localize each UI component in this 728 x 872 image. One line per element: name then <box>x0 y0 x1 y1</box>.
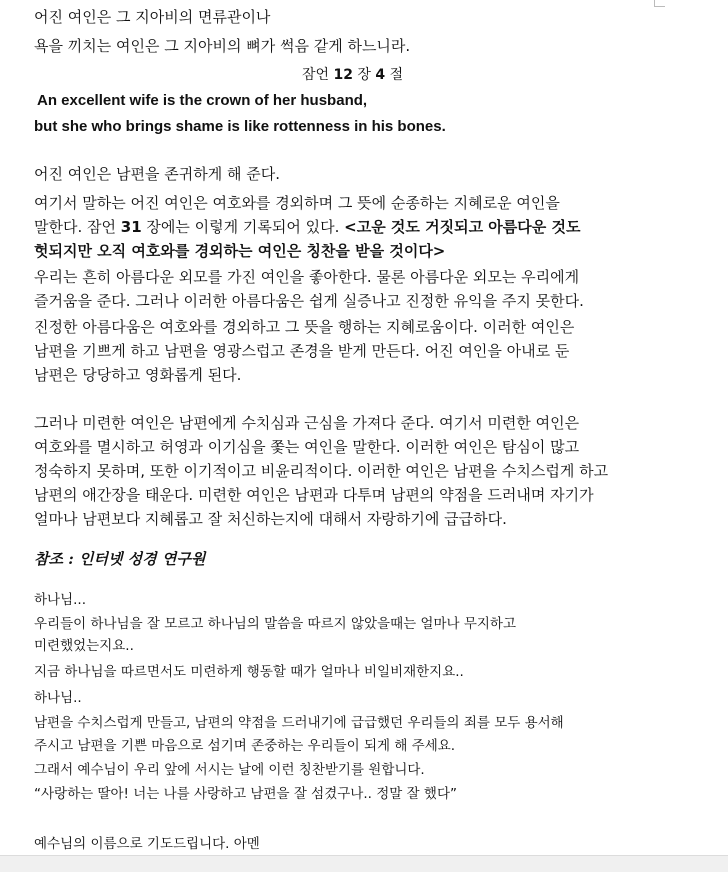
paragraph-3-line-2: 즐거움을 준다. 그러나 이러한 아름다움은 쉽게 실증나고 진정한 유익을 주지 못한다. <box>34 292 584 310</box>
paragraph-2-line-2 <box>34 216 580 237</box>
prayer-line-7: 주시고 남편을 기쁜 마음으로 섬기며 존중하는 우리들이 되게 해 주세요. <box>34 738 456 754</box>
prayer-line-8: 그래서 예수님이 우리 앞에 서시는 날에 이런 칭찬받기를 원합니다. <box>34 762 425 778</box>
verse-reference-mid: 장 <box>352 67 376 83</box>
prayer-line-4: 지금 하나님을 따르면서도 미련하게 행동할 때가 얼마나 비일비재한지요.. <box>34 664 464 680</box>
prayer-line-5: 하나님.. <box>34 690 82 706</box>
paragraph-5-line-4: 남편의 애간장을 태운다. 미련한 여인은 남편과 다투며 남편의 약점을 드러내며 자기가 <box>34 486 594 504</box>
prayer-line-10: 예수님의 이름으로 기도드립니다. 아멘 <box>34 836 260 852</box>
verse-english-line-2: but she who brings shame is like rottenness in his bones. <box>34 118 446 135</box>
bottom-scroll-bar[interactable] <box>0 855 728 872</box>
paragraph-4-line-2: 남편을 기쁘게 하고 남편을 영광스럽고 존경을 받게 만든다. 어진 여인을 아내로 둔 <box>34 342 570 360</box>
verse-line-2: 욕을 끼치는 여인은 그 지아비의 뼈가 썩음 같게 하느니라. <box>34 37 411 55</box>
paragraph-4-line-1: 진정한 아름다움은 여호와를 경외하고 그 뜻을 행하는 지혜로움이다. 이러한 여인은 <box>34 318 575 336</box>
verse-reference-verse: 4 <box>375 67 386 83</box>
paragraph-5-line-5: 얼마나 남편보다 지혜롭고 잘 처신하는지에 대해서 자랑하기에 급급하다. <box>34 510 507 528</box>
verse-reference <box>302 64 403 84</box>
paragraph-1: 어진 여인은 남편을 존귀하게 해 준다. <box>34 165 280 183</box>
verse-reference-suffix: 절 <box>385 67 404 83</box>
paragraph-2-line-2-number: 31 <box>120 218 142 236</box>
paragraph-2-line-2-quote: <고운 것도 거짓되고 아름다운 것도 <box>344 218 581 236</box>
paragraph-3-line-1: 우리는 흔히 아름다운 외모를 가진 여인을 좋아한다. 물론 아름다운 외모는 우리에게 <box>34 268 580 286</box>
paragraph-5-line-3: 정숙하지 못하며, 또한 이기적이고 비윤리적이다. 이러한 여인은 남편을 수치스럽게 하고 <box>34 462 609 480</box>
paragraph-2-line-2-a: 말한다. 잠언 <box>34 218 121 236</box>
prayer-line-3: 미련했었는지요.. <box>34 638 134 654</box>
page-corner-mark <box>654 0 665 7</box>
paragraph-2-line-2-b: 장에는 이렇게 기록되어 있다. <box>141 218 345 236</box>
prayer-line-2: 우리들이 하나님을 잘 모르고 하나님의 말씀을 따르지 않았을때는 얼마나 무지하고 <box>34 616 517 632</box>
verse-english-line-1: An excellent wife is the crown of her husband, <box>37 92 368 109</box>
paragraph-2-line-3: 헛되지만 오직 여호와를 경외하는 여인은 칭찬을 받을 것이다> <box>34 242 446 260</box>
prayer-line-1: 하나님... <box>34 592 86 608</box>
reference-note: 참조 : 인터넷 성경 연구원 <box>34 550 206 568</box>
verse-line-1: 어진 여인은 그 지아비의 면류관이나 <box>34 8 271 26</box>
paragraph-5-line-2: 여호와를 멸시하고 허영과 이기심을 쫓는 여인을 말한다. 이러한 여인은 탐심이 많고 <box>34 438 580 456</box>
paragraph-5-line-1: 그러나 미련한 여인은 남편에게 수치심과 근심을 가져다 준다. 여기서 미련한 여인은 <box>34 414 580 432</box>
verse-reference-chapter: 12 <box>333 67 353 83</box>
paragraph-4-line-3: 남편은 당당하고 영화롭게 된다. <box>34 366 242 384</box>
verse-reference-prefix: 잠언 <box>302 67 334 83</box>
paragraph-2-line-1: 여기서 말하는 어진 여인은 여호와를 경외하며 그 뜻에 순종하는 지혜로운 여인을 <box>34 194 560 212</box>
prayer-line-6: 남편을 수치스럽게 만들고, 남편의 약점을 드러내기에 급급했던 우리들의 죄를 모두 용서해 <box>34 715 564 731</box>
prayer-line-9: “사랑하는 딸아! 너는 나를 사랑하고 남편을 잘 섬겼구나.. 정말 잘 했다” <box>34 786 458 802</box>
